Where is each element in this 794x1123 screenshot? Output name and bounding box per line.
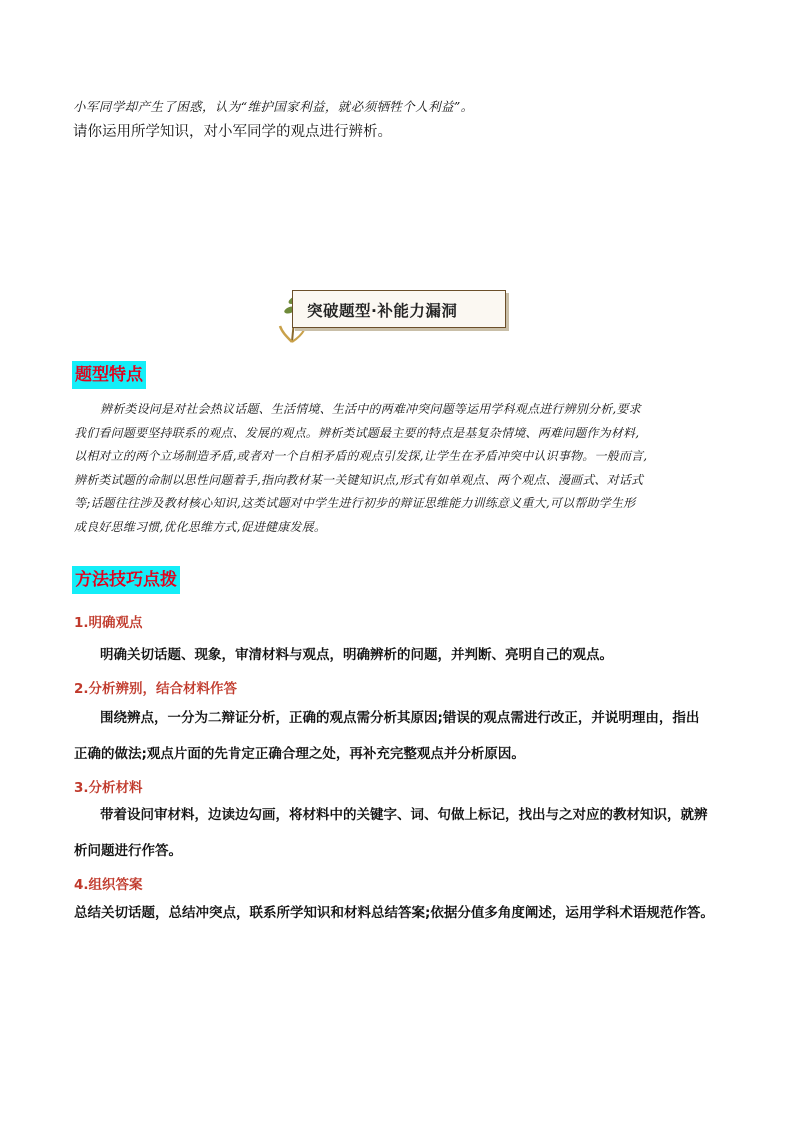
banner-title-box — [292, 290, 506, 328]
step-3-title: 3.分析材料 — [74, 780, 143, 796]
paragraph-line: 等;话题往往涉及教材核心知识,这类试题对中学生进行初步的辩证思维能力训练意义重大,可以帮助学生形 — [74, 496, 636, 510]
step-1-body — [74, 637, 724, 673]
step-1-title: 1.明确观点 — [74, 615, 143, 631]
heading-question-type: 题型特点 — [72, 361, 146, 389]
step-line: 析问题进行作答。 — [74, 843, 182, 859]
banner-title: 突破题型·补能力漏洞 — [307, 302, 458, 320]
paragraph-line: 我们看问题要坚持联系的观点、发展的观点。辨析类试题最主要的特点是基复杂情境、两难问题作为材料, — [74, 425, 640, 440]
paragraph-line: 辨析类设问是对社会热议话题、生活情境、生活中的两难冲突问题等运用学科观点进行辨别分析,要求 — [100, 402, 641, 416]
step-line: 正确的做法;观点片面的先肯定正确合理之处，再补充完整观点并分析原因。 — [74, 746, 525, 762]
step-4-body — [74, 895, 724, 931]
step-2-title: 2.分析辨别，结合材料作答 — [74, 681, 238, 697]
heading-method-tips: 方法技巧点拨 — [72, 566, 180, 594]
section-banner — [270, 286, 510, 344]
paragraph-line: 成良好思维习惯,优化思维方式,促进健康发展。 — [74, 519, 327, 534]
intro-line-1: 小军同学却产生了困惑，认为“维护国家利益，就必须牺牲个人利益”。 — [73, 99, 474, 114]
question-type-paragraph — [74, 398, 724, 539]
intro-line-2: 请你运用所学知识，对小军同学的观点进行辨析。 — [73, 124, 392, 140]
step-line: 带着设问审材料，边读边勾画，将材料中的关键字、词、句做上标记，找出与之对应的教材知识，就辨 — [100, 807, 708, 823]
step-line: 围绕辨点，一分为二辩证分析，正确的观点需分析其原因;错误的观点需进行改正，并说明理由，指出 — [100, 710, 700, 726]
paragraph-line: 以相对立的两个立场制造矛盾,或者对一个自相矛盾的观点引发探,让学生在矛盾冲突中认识事物。一般而言, — [74, 449, 648, 463]
paragraph-line: 辨析类试题的命制以思性问题着手,指向教材某一关键知识点,形式有如单观点、两个观点、漫画式、对话式 — [74, 472, 644, 487]
step-4-title: 4.组织答案 — [74, 877, 143, 893]
step-2-body — [74, 700, 724, 772]
step-3-body — [74, 797, 724, 869]
step-line: 明确关切话题、现象，审清材料与观点，明确辨析的问题，并判断、亮明自己的观点。 — [100, 647, 613, 663]
step-line: 总结关切话题，总结冲突点，联系所学知识和材料总结答案;依据分值多角度阐述，运用学科术语规范作答。 — [74, 905, 714, 921]
